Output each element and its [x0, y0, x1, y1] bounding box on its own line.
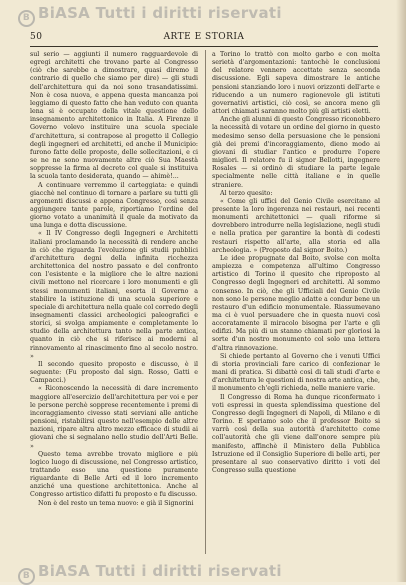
- page-header: [30, 32, 378, 46]
- paragraph: A continuare verremmo il carteggiata: e quindi giacchè nel continuo di tornare a parlare su tutti gli argomenti discussi e appena Congresso, così senza aggiungere tante parole, riportiamo l'ordine del giorno votato a unanimità il quale da motivato da una lunga e dotta discussione.: [30, 181, 198, 230]
- column-divider: [205, 50, 206, 554]
- page-number: 50: [30, 32, 43, 42]
- paragraph: Il Congresso di Roma ha dunque riconfermato i voti espressi in questa splendissima questione del Congresso degli Ingegneri di Napoli, di Milano e di Torino. E speriamo solo che il professor Boito si varrà così della sua autorità d'architetto come coll'autorità che gli viene dall'onore sempre più manifesto, affinchè il Ministero della Pubblica Istruzione ed il Consiglio Superiore di belle arti, per presentare al suo conservativo diritto i voti del Congresso sulla questione: [212, 393, 380, 474]
- watermark-top: [18, 4, 388, 27]
- page-edge-shadow: [396, 0, 406, 582]
- paragraph: Le idee propugnate dal Boito, svolse con molta ampiezza e competenza all'ultimo Congresso artistico di Torino il quesito che riproposto al Congresso degli Ingegneri ed architetti. Al sommo consenso. In ciò, che gli Ufficiali del Genio Civile non sono le persone meglio adatte a condur bene un restauro d'un edificio monumentale. Riassumevano ma ci è vuol persuadere che in questa nuovi così accoratamente il miracolo bisogna per l'arte e gli edifizi. Ma più di un stanno chiamati per gloriosi la sorte d'un nostro monumento col solo una lettera d'altra rinnovazione.: [212, 254, 380, 352]
- paragraph: a Torino lo trattò con molto garbo e con molta serietà d'argomentazioni: tantochè le conclusioni del relatore vennero accettate senza seconda discussione. Egli sapeva dimostrare le antiche pensioni stanziando loro i nuovi orizzonti dell'arte e riducendo a un numero ragionevole gli istituti governativi artistici, ciò così, se ancora meno gli attori chiamati saranno molto più gli artisti eletti.: [212, 51, 380, 116]
- watermark-text: BiASA Tutti i diritti riservati: [38, 562, 282, 580]
- paragraph: Questo tema avrebbe trovato migliore e più logico luogo di discussione, nel Congresso artistico, trattando esso una questione puramente riguardante di Belle Arti ed il loro incremento anziché una questione architettonica. Anche al Congresso artistico difatti fu proposto e fu discusso.: [30, 450, 198, 499]
- paragraph: Il secondo quesito proposto e discusso, è il seguente: (Fu proposto dal sign. Rosso, Gatti e Campacci.): [30, 360, 198, 385]
- watermark-text: BiASA Tutti i diritti riservati: [38, 4, 282, 22]
- journal-title: ARTE E STORIA: [163, 32, 245, 42]
- paragraph: Al terzo quesito:: [220, 189, 273, 197]
- paragraph: « Riconoscendo la necessità di dare incremento maggiore all'esercizio dell'architettura per voi e per le persone perchè sopprese recentemente i premi di incoraggiamento civesso stati serviani alle antiche pensioni, ristabilirsi questo nell'esempio delle altre nazioni, ripare altra altro mezzo efficace di studii ai giovani che si segnalano nello studio dell'Arti Belle. »: [30, 385, 198, 450]
- biasa-logo-icon: B: [18, 568, 35, 585]
- paragraph: Non è del resto un tema nuovo: e già il Signorini: [38, 499, 194, 507]
- paragraph: « Il IV Congresso degli Ingegneri e Architetti italiani proclamando la necessità di rendere anche in ciò che riguarda l'evoluzione gli studii pubblici d'architettura degni della infinita ricchezza architettonica del nostro passato e del confronto con l'esistente e la migliore che le altre nazioni civili mettono nel ricercare i loro monumenti e gli stessi monumenti italiani, esorta il Governo a stabilire la istituzione di una scuola superiore e speciale di architettura nella quale col corredo degli insegnamenti classici archeologici paleografici e storici, si svolga ampiamente e completamente lo studio della architettura tanto nella parte antica, quanto in ciò che si riferisce ai moderni al rinnovamento al rinascimento fino al secolo nostro. »: [30, 230, 198, 360]
- paragraph: Anche gli alunni di questo Congresso riconobbero la necessità di votare un ordine del giorno in questo medesimo senso della persuasione che le pensioni già dei premi d'incoraggiamento, dieno modo ai giovani di studiar l'antico e produrre l'opere migliori. Il relatore fu il signor Bellotti, ingegnere Rosales — si ordinò di studiare la parte legale specialmente nelle città italiane e in quelle straniere.: [212, 116, 380, 189]
- right-column: [212, 51, 380, 475]
- left-column: [30, 51, 198, 508]
- header-rule: [30, 46, 378, 47]
- biasa-logo-icon: B: [18, 10, 35, 27]
- paragraph: Si chiede pertanto al Governo che i venuti Uffici di storia provinciali fare carico di confezionar le mani di pratica. Si dibattè così di tali studi d'arte e d'architettura le questioni di nostra arte antica, che, il monumento ch'egli richieda, nelle maniere varie.: [212, 352, 380, 393]
- paragraph: sul serio — aggiunti il numero ragguardevole di egregi architetti che trovano parte al Congresso (ciò che sarebbe a dimostrare, quasi diremo il contrario di quello che siamo per dire) — gli studi dell'architettura qui da noi sono trasandatissimi. Non è cosa nuova, e appena questa mancanza poi leggiamo di questo fatto che han veduto con quanta lena si è occupato della vitale questione dello insegnamento architettonico in Italia. A Firenze il Governo volevo instituire una scuola speciale d'architettura, si contrapose al progetto il Collegio degli ingegneri ed architetti, ed anche il Municipio: furono fatte delle proposte, delle sollecitazioni, e ci se ne ne sono nuovamente altre ciò Sua Maestà soppresse la firma al decreto col quale si instituiva la scuola tanto desiderata, quando — ahimè!...: [30, 51, 198, 181]
- paragraph: « Come gli uffici del Genio Civile esercitano al presente la loro ingerenza nei restauri, nei recenti monumenti architettonici — quali riforme si dovrebbero introdurre nella legislazione, negli studi e nella pratica per garantire la bontà di codesti restauri rispetto all'arte, alla storia ed alla archeologia. » (Proposto dal signor Boito.): [212, 197, 380, 254]
